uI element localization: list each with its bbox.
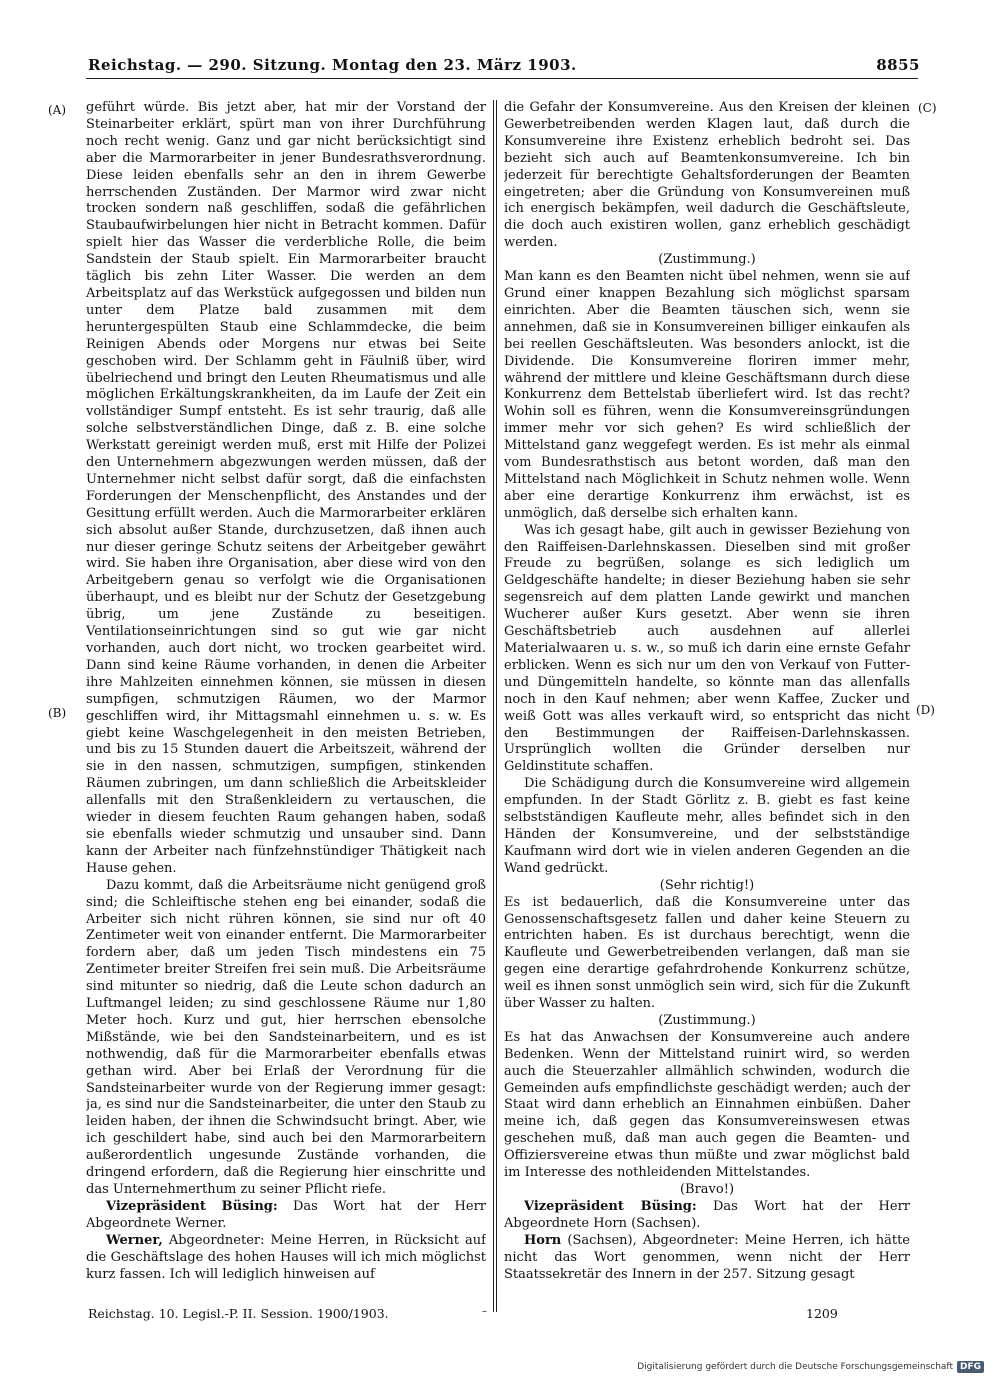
margin-marker-b: (B) <box>48 706 67 720</box>
dfg-logo: DFG <box>957 1361 984 1373</box>
interjection: (Sehr richtig!) <box>659 877 755 893</box>
right-column <box>504 100 910 1310</box>
body-paragraph: geführt würde. Bis jetzt aber, hat mir der Vorstand der Steinarbeiter erklärt, spürt man von ihrer Durchführung noch recht wenig. Ganz und gar nicht berücksichtigt sind aber die Marmorarbeiter in jener Bundesrathsverordnung. Diese leiden ebenfalls sehr an den in ihrem Gewerbe herrschenden Zuständen. Der Marmor wird zwar nicht trocken sondern naß geschliffen, sodaß die gefährlichen Staubaufwirbelungen hier nicht in Betracht kommen. Dafür spielt hier das Wasser die verderbliche Rolle, die beim Sandstein der Staub spielt. Ein Marmorarbeiter braucht täglich bis zehn Liter Wasser. Die werden an dem Arbeitsplatz auf das Werkstück aufgegossen und bilden nun unter dem Platze bald zusammen mit dem heruntergespülten Staub eine Schlammdecke, die beim Reinigen Abends oder Morgens nur etwas bei Seite geschoben wird. Der Schlamm geht in Fäulniß über, wird übelriechend und bringt den Leuten Rheumatismus und alle möglichen Erkältungskrankheiten, da im Laufe der Zeit ein vollständiger Sumpf entsteht. Es ist sehr traurig, daß alle solche selbstverständlichen Dinge, daß z. B. eine solche Werkstatt gereinigt werden muß, erst mit Hilfe der Polizei den Unternehmern abgezwungen werden müssen, daß der Unternehmer nicht selbst dafür sorgt, daß die einfachsten Forderungen der Menschenpflicht, des Anstandes und der Gesittung erfüllt werden. Auch die Marmorarbeiter erklären sich absolut außer Stande, durchzusetzen, daß ihnen auch nur dieser geringe Schutz seitens der Arbeitgeber gewährt wird. Sie haben ihre Organisation, aber diese wird von den Arbeitgebern genau so verfolgt wie die Organisationen überhaupt, und es bleibt nur der Schutz der Gesetzgebung übrig, um jene Zustände zu beseitigen. Ventilationseinrichtungen sind so gut wie gar nicht vorhanden, auch dort nicht, wo trocken gearbeitet wird. Dann sind keine Räume vorhanden, in denen die Arbeiter ihre Mahlzeiten einnehmen können, sie müssen in diesen sumpfigen, schmutzigen Räumen, wo der Marmor geschliffen wird, ihr Mittagsmahl einnehmen u. s. w. Es giebt keine Waschgelegenheit in den meisten Betrieben, und bis zu 15 Stunden dauert die Arbeitszeit, während der sie in den nassen, schmutzigen, sumpfigen, stinkenden Räumen zubringen, um dann schließlich die Arbeitskleider allenfalls mit den Straßenkleidern zu vertauschen, die wieder in diesem feuchten Raum gehangen haben, sodaß sie ebenfalls wieder schmutzig und unsauber sind. Dann kann der Arbeiter nach fünfzehnstündiger Thätigkeit nach Hause gehen. <box>86 100 486 876</box>
footer-session: Reichstag. 10. Legisl.-P. II. Session. 1900/1903. <box>88 1306 389 1321</box>
speaker-name: Horn <box>524 1232 562 1248</box>
body-paragraph: Es ist bedauerlich, daß die Konsumvereine unter das Genossenschaftsgesetz fallen und daher keine Steuern zu entrichten haben. Es ist durchaus berechtigt, wenn die Kaufleute und Gewerbetreibenden verlangen, daß man sie gegen eine derartige gefahrdrohende Konkurrenz schütze, weil es ihnen sonst unmöglich sein wird, sich für die Zukunft über Wasser zu halten. <box>504 894 910 1012</box>
column-divider-secondary <box>496 100 497 1312</box>
interjection: (Bravo!) <box>679 1182 735 1197</box>
speaker-name: Werner, <box>106 1232 163 1248</box>
speech-text: (Sachsen), Abgeordneter: Meine Herren, ich hätte nicht das Wort genommen, wenn nicht der Herr Staatssekretär des Innern in der 257. Sitzung gesagt <box>504 1232 910 1282</box>
speaker-paragraph <box>86 1199 486 1233</box>
speaker-name: Vizepräsident Büsing: <box>106 1198 278 1214</box>
header-rule <box>86 78 918 79</box>
body-paragraph: Die Schädigung durch die Konsumvereine wird allgemein empfunden. In der Stadt Görlitz z. B. giebt es fast keine selbstständigen Kaufleute mehr, alles befindet sich in den Händen der Konsumvereine, und der selbstständige Kaufmann wird dort wie in vielen anderen Gegenden an die Wand gedrückt. <box>504 776 910 876</box>
body-paragraph: Was ich gesagt habe, gilt auch in gewisser Beziehung von den Raiffeisen-Darlehnskassen. Dieselben sind mit großer Freude zu begrüßen, solange es sich lediglich um Geldgeschäfte handelte; in dieser Beziehung haben sie sehr segensreich auf dem platten Lande gewirkt und manchen Wucherer außer Kurs gesetzt. Aber wenn sie ihren Geschäftsbetrieb auch ausdehnen auf allerlei Materialwaaren u. s. w., so muß ich darin eine ernste Gefahr erblicken. Wenn es sich nur um den von Verkauf von Futter- und Düngemitteln handelte, so könnte man das allenfalls noch in den Kauf nehmen; aber wenn Kaffee, Zucker und weiß Gott was alles verkauft wird, so entspricht das nicht den Bestimmungen der Raiffeisen-Darlehnskassen. Ursprünglich wollten die Gründer derselben nur Geldinstitute schaffen. <box>504 522 910 775</box>
speaker-paragraph <box>504 1233 910 1284</box>
speech-text: Das Wort hat der Herr Abgeordnete Werner. <box>86 1198 486 1231</box>
speaker-name: Vizepräsident Büsing: <box>524 1198 697 1214</box>
speaker-paragraph <box>86 1233 486 1284</box>
page-header <box>88 56 920 78</box>
digitization-credit <box>637 1361 984 1373</box>
body-paragraph: Dazu kommt, daß die Arbeitsräume nicht genügend groß sind; die Schleiftische stehen eng bei einander, sodaß die Arbeiter sich nicht rühren können, sie sind nur oft 40 Zentimeter weit von einander entfernt. Die Marmorarbeiter fordern aber, daß um jeden Tisch mindestens ein 75 Zentimeter breiter Streifen frei sein muß. Die Arbeitsräume sind mitunter so niedrig, daß die Leute schon dadurch an Luftmangel leiden; zu sind geschlossene Räume nur 1,80 Meter hoch. Kurz und gut, hier herrschen ebensolche Mißstände, wie bei den Sandsteinarbeitern, und es ist nothwendig, daß für die Marmorarbeiter ebenfalls etwas gethan wird. Aber bei Erlaß der Verordnung für die Sandsteinarbeiter wurde von der Regierung immer gesagt: ja, es sind nur die Sandsteinarbeiter, die unter den Staub zu leiden haben, der ihnen die Schwindsucht bringt. Aber, wie ich geschildert habe, sind auch bei den Marmorarbeitern außerordentlich ungesunde Zustände vorhanden, die dringend erfordern, daß die Regierung hier einschritte und das Unternehmerthum zu seiner Pflicht riefe. <box>86 877 486 1197</box>
speech-text: Das Wort hat der Herr Abgeordnete Horn (Sachsen). <box>504 1198 910 1231</box>
margin-marker-d: (D) <box>916 703 935 717</box>
column-divider <box>493 100 494 1312</box>
left-column <box>86 100 486 1310</box>
interjection: (Zustimmung.) <box>658 1012 756 1028</box>
margin-marker-a: (A) <box>48 103 67 117</box>
running-title: Reichstag. — 290. Sitzung. Montag den 23. März 1903. <box>88 56 577 74</box>
footer-sheet-number: 1209 <box>806 1306 838 1321</box>
body-paragraph: die Gefahr der Konsumvereine. Aus den Kreisen der kleinen Gewerbetreibenden werden Klagen laut, daß durch die Konsumvereine ihre Existenz erheblich bedroht sei. Das bezieht sich auch auf Beamtenkonsumvereine. Ich bin jederzeit für berechtigte Gehaltsforderungen der Beamten eingetreten; aber die Gründung von Konsumvereinen muß ich energisch bekämpfen, weil dadurch die Geschäftsleute, die doch auch existiren wollen, ganz erheblich geschädigt werden. <box>504 100 910 251</box>
body-paragraph: Es hat das Anwachsen der Konsumvereine auch andere Bedenken. Wenn der Mittelstand ruinirt wird, so werden auch die Steuerzahler allmählich schwinden, wodurch die Gemeinden aufs empfindlichste geschädigt werden; auch der Staat wird dann erheblich an Einnahmen einbüßen. Daher meine ich, daß gegen das Konsumvereinswesen etwas geschehen muß, daß man auch gegen die Beamten- und Offiziersvereine etwas thun müßte und zwar möglichst bald im Interesse des nothleidenden Mittelstandes. <box>504 1029 910 1181</box>
body-paragraph: Man kann es den Beamten nicht übel nehmen, wenn sie auf Grund einer knappen Bezahlung sich möglichst sparsam einrichten. Aber die Beamten täuschen sich, wenn sie annehmen, daß sie in Konsumvereinen billiger einkaufen als bei reellen Geschäftsleuten. Was besonders anlockt, ist die Dividende. Die Konsumvereine floriren immer mehr, während der mittlere und kleine Geschäftsmann durch diese Konkurrenz dem Bettelstab überliefert wird. Ist das recht? Wohin soll es führen, wenn die Konsumvereinsgründungen immer mehr vor sich gehen? Es wird schließlich der Mittelstand ganz weggefegt werden. Es ist mehr als einmal vom Bundesrathstisch aus betont worden, daß man den Mittelstand nach Möglichkeit in Schutz nehmen wolle. Wenn aber eine derartige Konkurrenz ihm erwächst, ist es unmöglich, daß derselbe sich erhalten kann. <box>504 269 910 521</box>
speech-text: Abgeordneter: Meine Herren, in Rücksicht auf die Geschäftslage des hohen Hauses will ich mich möglichst kurz fassen. Ich will lediglich hinweisen auf <box>86 1232 486 1282</box>
page-number: 8855 <box>876 56 920 74</box>
credit-text: Digitalisierung gefördert durch die Deutsche Forschungsgemeinschaft <box>637 1362 953 1372</box>
speaker-paragraph <box>504 1199 910 1233</box>
footer-mark: – <box>482 1306 487 1317</box>
margin-marker-c: (C) <box>918 101 937 115</box>
interjection: (Zustimmung.) <box>658 252 756 268</box>
